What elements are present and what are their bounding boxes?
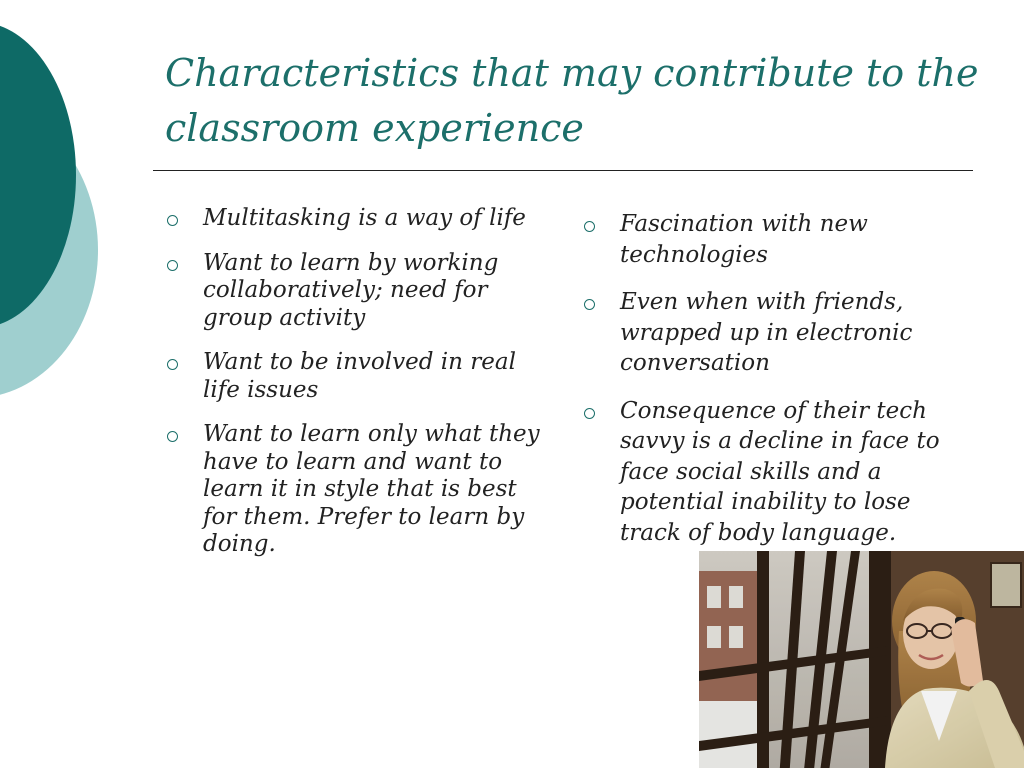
bullet-text: Want to be involved in real life issues <box>203 349 516 403</box>
bullet-item <box>165 421 545 559</box>
bullet-text: Multitasking is a way of life <box>203 205 526 231</box>
bullet-item <box>165 250 545 333</box>
photo-woman-on-phone <box>699 551 1024 768</box>
bullet-item <box>582 396 962 549</box>
bullet-item <box>165 205 545 233</box>
bullet-text: Want to learn by working collaboratively; need for group activity <box>203 249 499 331</box>
bullet-text: Even when with friends, wrapped up in electronic conversation <box>620 289 913 376</box>
bullet-text: Want to learn only what they have to learn and want to learn it in style that is best for them. Prefer to learn by doing. <box>203 421 540 557</box>
right-bullet-list <box>582 209 962 565</box>
bullet-item <box>582 209 962 270</box>
bullet-circle-icon <box>584 221 595 232</box>
bullet-text: Consequence of their tech savvy is a decline in face to face social skills and a potential inability to lose track of body language. <box>620 397 940 546</box>
bullet-circle-icon <box>167 359 178 370</box>
title-divider <box>153 170 973 171</box>
slide-title: Characteristics that may contribute to the classroom experience <box>165 51 979 150</box>
bullet-text: Fascination with new technologies <box>620 211 868 268</box>
bullet-item <box>582 287 962 379</box>
left-bullet-list <box>165 205 545 576</box>
bullet-item <box>165 349 545 404</box>
bullet-circle-icon <box>584 408 595 419</box>
bullet-circle-icon <box>584 299 595 310</box>
bullet-circle-icon <box>167 260 178 271</box>
photo-illustration <box>699 551 1024 768</box>
bullet-circle-icon <box>167 215 178 226</box>
bullet-circle-icon <box>167 431 178 442</box>
